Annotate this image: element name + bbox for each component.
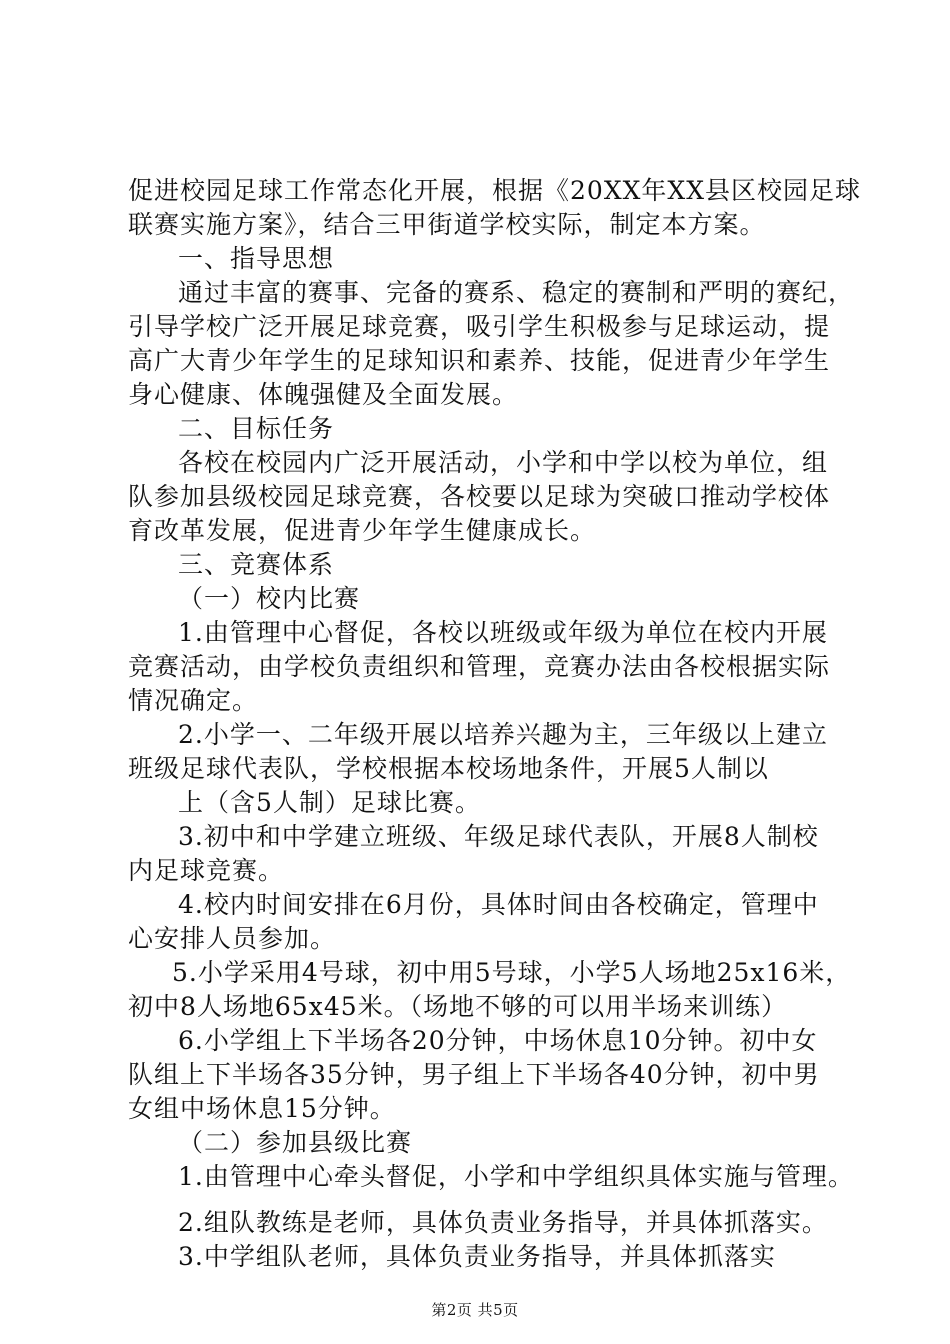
paragraph-line: 初中8人场地65x45米。（场地不够的可以用半场来训练） — [128, 992, 788, 1021]
paragraph-line: 引导学校广泛开展足球竞赛，吸引学生积极参与足球运动，提 — [128, 312, 831, 341]
paragraph-line: 女组中场休息15分钟。 — [128, 1094, 396, 1123]
paragraph-line: 联赛实施方案》，结合三甲街道学校实际，制定本方案。 — [128, 210, 766, 239]
subsection-heading: （二）参加县级比赛 — [178, 1128, 413, 1157]
paragraph-line: 4.校内时间安排在6月份，具体时间由各校确定，管理中 — [178, 890, 819, 919]
paragraph-line: 心安排人员参加。 — [128, 924, 337, 953]
paragraph-line: 身心健康、体魄强健及全面发展。 — [128, 380, 519, 409]
paragraph-line: 6.小学组上下半场各20分钟，中场休息10分钟。初中女 — [178, 1026, 818, 1055]
paragraph-line: 1.由管理中心督促，各校以班级或年级为单位在校内开展 — [178, 618, 828, 647]
paragraph-line: 竞赛活动，由学校负责组织和管理，竞赛办法由各校根据实际 — [128, 652, 831, 681]
paragraph-line: 3.中学组队老师，具体负责业务指导，并具体抓落实 — [178, 1242, 776, 1271]
paragraph-line: 1.由管理中心牵头督促，小学和中学组织具体实施与管理。 — [178, 1162, 854, 1191]
paragraph-line: 育改革发展，促进青少年学生健康成长。 — [128, 516, 597, 545]
paragraph-line: 高广大青少年学生的足球知识和素养、技能，促进青少年学生 — [128, 346, 831, 375]
section-heading: 三、竞赛体系 — [178, 550, 335, 579]
subsection-heading: （一）校内比赛 — [178, 584, 361, 613]
page-number-footer: 第2页 共5页 — [431, 1301, 519, 1319]
paragraph-line: 通过丰富的赛事、完备的赛系、稳定的赛制和严明的赛纪， — [178, 278, 855, 307]
paragraph-line: 5.小学采用4号球，初中用5号球，小学5人场地25x16米， — [172, 958, 852, 987]
paragraph-line: 促进校园足球工作常态化开展，根据《20XX年XX县区校园足球 — [128, 176, 862, 205]
section-heading: 二、目标任务 — [178, 414, 335, 443]
paragraph-line: 队参加县级校园足球竞赛，各校要以足球为突破口推动学校体 — [128, 482, 831, 511]
paragraph-line: 情况确定。 — [128, 686, 259, 715]
paragraph-line: 班级足球代表队，学校根据本校场地条件，开展5人制以 — [128, 754, 769, 783]
paragraph-line: 2.组队教练是老师，具体负责业务指导，并具体抓落实。 — [178, 1208, 828, 1237]
paragraph-line: 队组上下半场各35分钟，男子组上下半场各40分钟，初中男 — [128, 1060, 820, 1089]
paragraph-line: 上（含5人制）足球比赛。 — [178, 788, 481, 817]
paragraph-line: 2.小学一、二年级开展以培养兴趣为主，三年级以上建立 — [178, 720, 828, 749]
paragraph-line: 内足球竞赛。 — [128, 856, 285, 885]
paragraph-line: 各校在校园内广泛开展活动，小学和中学以校为单位，组 — [178, 448, 829, 477]
section-heading: 一、指导思想 — [178, 244, 335, 273]
paragraph-line: 3.初中和中学建立班级、年级足球代表队，开展8人制校 — [178, 822, 819, 851]
